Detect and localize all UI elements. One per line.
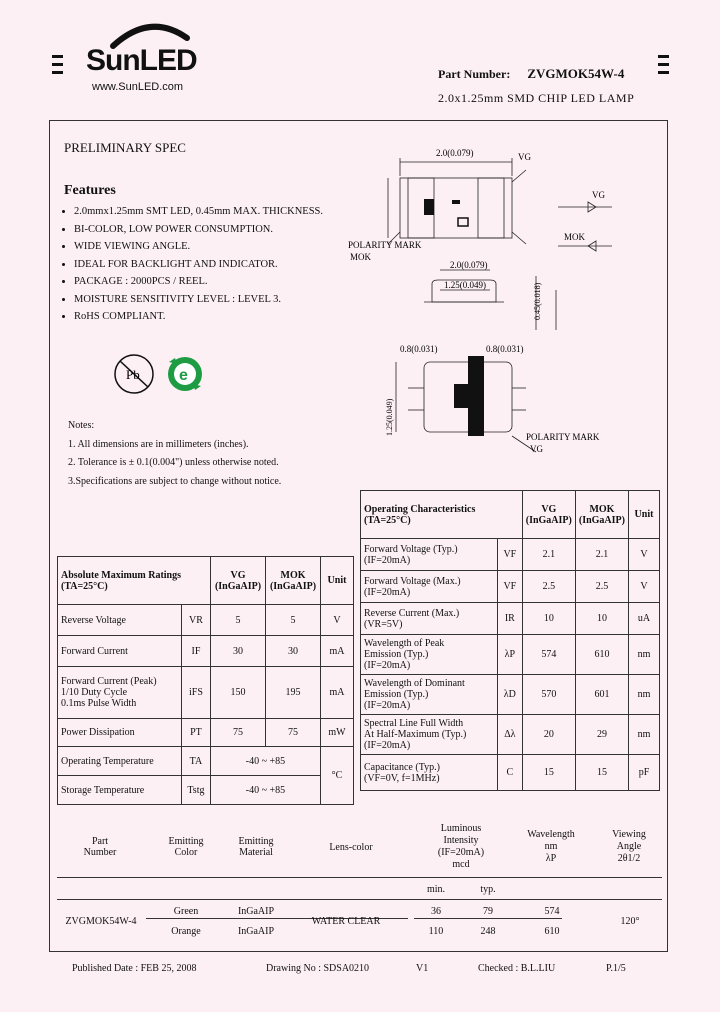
- product-subtitle: 2.0x1.25mm SMD CHIP LED LAMP: [438, 91, 635, 105]
- sel-lens: WATER CLEAR: [311, 916, 381, 927]
- op-sym: IR: [497, 603, 522, 635]
- sel-head-luminous: Luminous Intensity (IF=20mA) mcd: [437, 823, 485, 870]
- op-row: [361, 715, 660, 755]
- company-logo: SunLED: [86, 44, 197, 77]
- edge-mark: [52, 63, 63, 66]
- op-col-mok-sub: (InGaAIP): [578, 514, 625, 526]
- abs-vg: 30: [211, 636, 266, 667]
- divider: [57, 877, 662, 878]
- sel-head-lens: Lens-color: [329, 842, 373, 853]
- abs-col-unit: Unit: [321, 557, 354, 605]
- op-col-mok: MOK: [589, 503, 615, 515]
- feature-item: • RoHS COMPLIANT.: [74, 311, 374, 322]
- op-unit: pF: [629, 755, 660, 791]
- label-vg-bottom: VG: [530, 444, 543, 454]
- abs-param: Operating Temperature: [58, 747, 182, 776]
- abs-unit: mW: [321, 719, 354, 747]
- version: V1: [416, 963, 429, 974]
- abs-col-vg: VG: [230, 569, 246, 581]
- op-row: [361, 755, 660, 791]
- pad-dim-right: 0.8(0.031): [486, 344, 524, 354]
- sel-wave: 574: [544, 906, 560, 917]
- op-param: Wavelength of Dominant Emission (Typ.) (IF=20mA): [361, 675, 498, 715]
- abs-max-condition: (TA=25°C): [61, 580, 108, 592]
- sel-material: InGaAIP: [237, 906, 275, 917]
- feature-item: • WIDE VIEWING ANGLE.: [74, 241, 374, 252]
- published-date: Published Date : FEB 25, 2008: [72, 963, 197, 974]
- abs-max-title: Absolute Maximum Ratings: [61, 569, 182, 581]
- abs-unit: V: [321, 605, 354, 636]
- edge-mark: [52, 55, 63, 58]
- page-number: P.1/5: [606, 963, 626, 974]
- note-item: 3.Specifications are subject to change without notice.: [68, 475, 282, 487]
- label-mok-left: MOK: [350, 252, 372, 262]
- abs-unit: mA: [321, 636, 354, 667]
- abs-col-mok: MOK: [280, 569, 306, 581]
- op-sym: C: [497, 755, 522, 791]
- edge-mark: [658, 63, 669, 66]
- abs-mok: 5: [266, 605, 321, 636]
- op-param: Forward Voltage (Typ.) (IF=20mA): [361, 539, 498, 571]
- op-row: [361, 603, 660, 635]
- op-vg: 10: [522, 603, 575, 635]
- company-website[interactable]: www.SunLED.com: [92, 81, 184, 93]
- absolute-max-table: [57, 556, 354, 805]
- feature-item: • BI-COLOR, LOW POWER CONSUMPTION.: [74, 224, 374, 235]
- abs-row: [58, 667, 354, 719]
- divider: [414, 918, 562, 919]
- abs-vg: 150: [211, 667, 266, 719]
- sel-head-wavelength: Wavelength nm λP: [527, 829, 575, 864]
- abs-sym: TA: [181, 747, 210, 776]
- label-vg-top: VG: [518, 152, 531, 162]
- polarity-label-bottom: POLARITY MARK: [526, 432, 600, 442]
- abs-vg: 75: [211, 719, 266, 747]
- op-mok: 601: [575, 675, 628, 715]
- op-mok: 10: [575, 603, 628, 635]
- feature-item: • PACKAGE : 2000PCS / REEL.: [74, 276, 374, 287]
- part-number-label: Part Number:: [438, 67, 511, 81]
- abs-mok: 195: [266, 667, 321, 719]
- op-param: Reverse Current (Max.) (VR=5V): [361, 603, 498, 635]
- pb-free-label: Pb: [126, 367, 140, 382]
- op-param: Capacitance (Typ.) (VF=0V, f=1MHz): [361, 755, 498, 791]
- op-col-unit: Unit: [629, 491, 660, 539]
- abs-param: Forward Current: [58, 636, 182, 667]
- abs-sym: iFS: [181, 667, 210, 719]
- op-unit: nm: [629, 715, 660, 755]
- op-row: [361, 571, 660, 603]
- abs-mok: 30: [266, 636, 321, 667]
- sel-typ-label: typ.: [480, 884, 496, 895]
- pad-dim-left: 0.8(0.031): [400, 344, 438, 354]
- pb-free-icon: [112, 352, 156, 396]
- label-vg-schematic: VG: [592, 190, 605, 200]
- note-item: 1. All dimensions are in millimeters (inches).: [68, 438, 249, 450]
- sel-material: InGaAIP: [237, 926, 275, 937]
- sel-part-number: ZVGMOK54W-4: [65, 916, 137, 927]
- recycle-label: e: [179, 367, 188, 384]
- op-mok: 29: [575, 715, 628, 755]
- sel-head-part: Part Number: [83, 836, 117, 858]
- sel-head-color: Emitting Color: [168, 836, 204, 858]
- feature-item: • 2.0mmx1.25mm SMT LED, 0.45mm MAX. THICKNESS.: [74, 206, 374, 217]
- sel-typ: 79: [483, 906, 493, 917]
- op-col-vg: VG: [541, 503, 557, 515]
- feature-item: • MOISTURE SENSITIVITY LEVEL : LEVEL 3.: [74, 294, 374, 305]
- sel-angle: 120°: [620, 916, 640, 927]
- op-unit: nm: [629, 635, 660, 675]
- sel-min: 36: [431, 906, 441, 917]
- features-title: Features: [64, 183, 116, 198]
- op-unit: V: [629, 539, 660, 571]
- sel-color: Green: [173, 906, 199, 917]
- divider: [57, 899, 662, 900]
- op-vg: 20: [522, 715, 575, 755]
- op-condition: (TA=25°C): [364, 514, 411, 526]
- sel-head-angle: Viewing Angle 2θ1/2: [612, 829, 646, 864]
- features-list: [52, 206, 374, 329]
- op-vg: 570: [522, 675, 575, 715]
- op-row: [361, 675, 660, 715]
- abs-temp-unit: °C: [321, 747, 354, 805]
- op-mok: 2.5: [575, 571, 628, 603]
- op-col-vg-sub: (InGaAIP): [525, 514, 572, 526]
- abs-temp-value: -40 ~ +85: [211, 776, 321, 805]
- abs-row: [58, 719, 354, 747]
- op-param: Forward Voltage (Max.) (IF=20mA): [361, 571, 498, 603]
- abs-vg: 5: [211, 605, 266, 636]
- edge-mark: [52, 71, 63, 74]
- op-mok: 610: [575, 635, 628, 675]
- abs-sym: Tstg: [181, 776, 210, 805]
- op-sym: VF: [497, 571, 522, 603]
- notes-section: [68, 417, 281, 491]
- spec-status: PRELIMINARY SPEC: [64, 140, 186, 155]
- abs-col-vg-sub: (InGaAIP): [214, 580, 262, 592]
- abs-param: Storage Temperature: [58, 776, 182, 805]
- notes-title: Notes:: [68, 420, 95, 431]
- op-sym: λP: [497, 635, 522, 675]
- polarity-label: POLARITY MARK: [348, 240, 422, 250]
- op-title: Operating Characteristics: [364, 503, 476, 515]
- feature-item: • IDEAL FOR BACKLIGHT AND INDICATOR.: [74, 259, 374, 270]
- part-number: ZVGMOK54W-4: [527, 66, 625, 81]
- abs-mok: 75: [266, 719, 321, 747]
- sel-head-material: Emitting Material: [238, 836, 274, 858]
- sel-color: Orange: [171, 926, 201, 937]
- op-row: [361, 539, 660, 571]
- dim-length: 2.0(0.079): [450, 260, 488, 270]
- dim-side: 1.25(0.049): [385, 398, 394, 436]
- sel-typ: 248: [480, 926, 496, 937]
- label-mok-schematic: MOK: [564, 232, 586, 242]
- op-unit: nm: [629, 675, 660, 715]
- dim-height: 0.45(0.018): [533, 282, 542, 320]
- op-sym: λD: [497, 675, 522, 715]
- abs-sym: IF: [181, 636, 210, 667]
- dim-width: 1.25(0.049): [444, 280, 486, 290]
- op-sym: VF: [497, 539, 522, 571]
- op-sym: Δλ: [497, 715, 522, 755]
- operating-characteristics-table: [360, 490, 660, 791]
- edge-mark: [658, 55, 669, 58]
- abs-param: Power Dissipation: [58, 719, 182, 747]
- edge-mark: [658, 71, 669, 74]
- abs-param: Reverse Voltage: [58, 605, 182, 636]
- abs-row: [58, 636, 354, 667]
- checked-by: Checked : B.L.LIU: [478, 963, 556, 974]
- sel-min-label: min.: [426, 884, 446, 895]
- sel-wave: 610: [544, 926, 560, 937]
- op-vg: 2.1: [522, 539, 575, 571]
- op-param: Wavelength of Peak Emission (Typ.) (IF=20mA): [361, 635, 498, 675]
- dim-top: 2.0(0.079): [436, 148, 474, 158]
- drawing-number: Drawing No : SDSA0210: [266, 963, 370, 974]
- sel-min: 110: [428, 926, 444, 937]
- op-row: [361, 635, 660, 675]
- op-vg: 2.5: [522, 571, 575, 603]
- abs-temp-value: -40 ~ +85: [211, 747, 321, 776]
- op-param: Spectral Line Full Width At Half-Maximum (Typ.) (IF=20mA): [361, 715, 498, 755]
- op-mok: 2.1: [575, 539, 628, 571]
- op-unit: uA: [629, 603, 660, 635]
- op-vg: 15: [522, 755, 575, 791]
- abs-col-mok-sub: (InGaAIP): [269, 580, 317, 592]
- op-unit: V: [629, 571, 660, 603]
- abs-unit: mA: [321, 667, 354, 719]
- package-dimension-drawing: [340, 140, 605, 470]
- op-mok: 15: [575, 755, 628, 791]
- abs-sym: VR: [181, 605, 210, 636]
- abs-row: [58, 605, 354, 636]
- recycle-eco-icon: [163, 352, 207, 396]
- abs-sym: PT: [181, 719, 210, 747]
- note-item: 2. Tolerance is ± 0.1(0.004") unless otherwise noted.: [68, 457, 279, 468]
- op-vg: 574: [522, 635, 575, 675]
- abs-param: Forward Current (Peak) 1/10 Duty Cycle 0.1ms Pulse Width: [58, 667, 182, 719]
